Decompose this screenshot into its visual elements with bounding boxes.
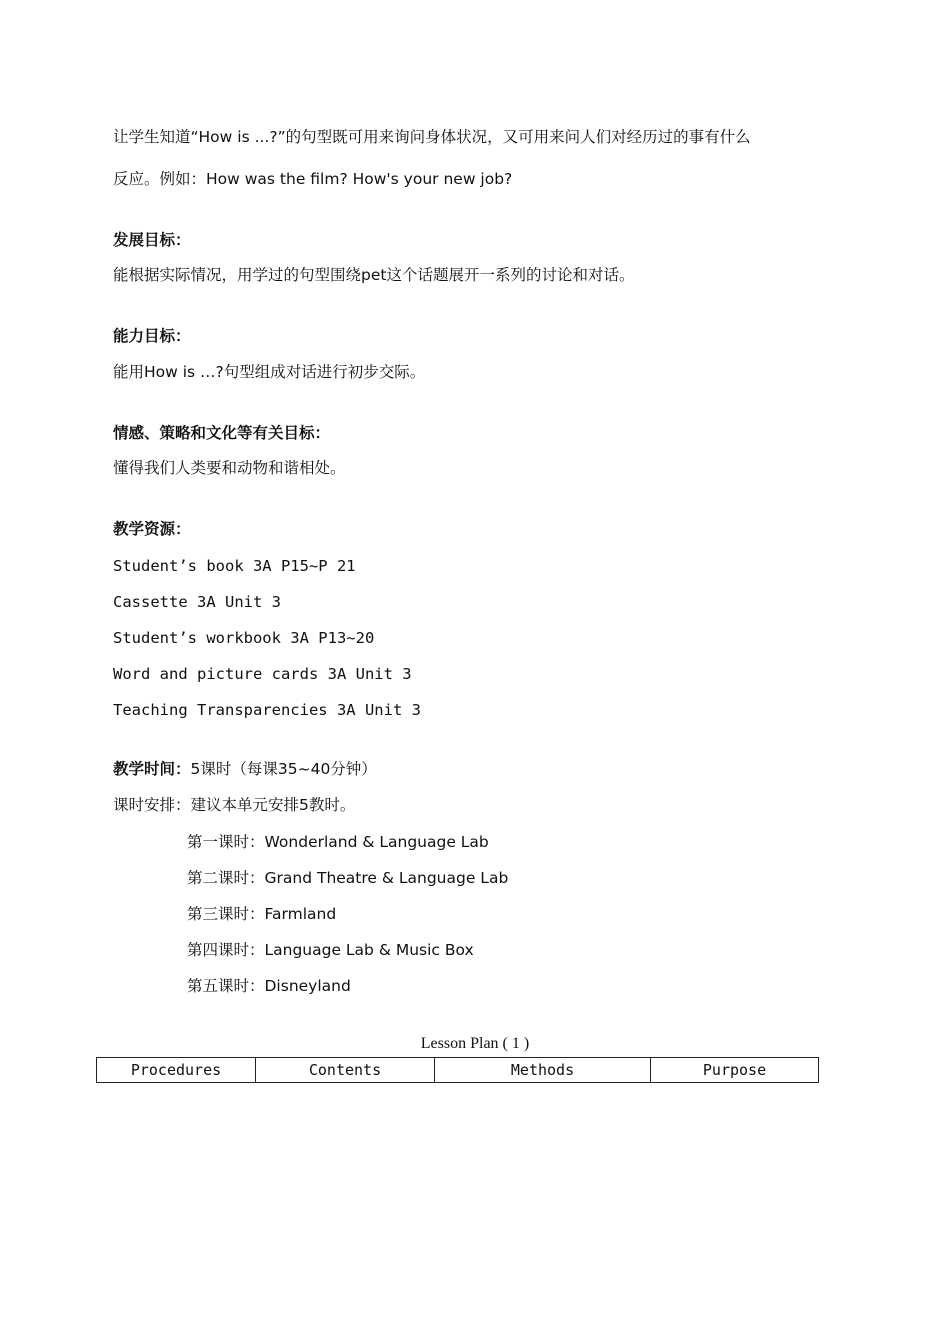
development-goal-heading: 发展目标： [113, 231, 191, 249]
lesson-item: 第三课时：Farmland [187, 905, 337, 923]
emotion-goal-text: 懂得我们人类要和动物和谐相处。 [113, 459, 346, 477]
emotion-goal-heading: 情感、策略和文化等有关目标： [113, 424, 331, 442]
intro-line-2: 反应。例如：How was the film? How's your new job? [113, 170, 513, 188]
ability-goal-heading: 能力目标： [113, 327, 191, 345]
schedule-line [113, 758, 377, 780]
resource-item: Student’s workbook 3A P13~20 [113, 629, 375, 647]
lesson-plan-caption: Lesson Plan ( 1 ) [420, 1035, 530, 1052]
development-goal-text: 能根据实际情况，用学过的句型围绕pet这个话题展开一系列的讨论和对话。 [113, 266, 635, 284]
resource-item: Word and picture cards 3A Unit 3 [113, 665, 412, 683]
lesson-item: 第一课时：Wonderland & Language Lab [187, 833, 489, 851]
lesson-item: 第四课时：Language Lab & Music Box [187, 941, 474, 959]
lesson-item: 第五课时：Disneyland [187, 977, 351, 995]
resource-item: Student’s book 3A P15~P 21 [113, 557, 356, 575]
table-header-row [97, 1058, 819, 1083]
intro-line-1: 让学生知道“How is ...?”的句型既可用来询问身体状况，又可用来问人们对经历过的事有什么 [113, 128, 751, 146]
resources-heading: 教学资源： [113, 520, 191, 538]
column-header-procedures: Procedures [97, 1058, 256, 1083]
column-header-contents: Contents [256, 1058, 435, 1083]
column-header-methods: Methods [435, 1058, 651, 1083]
schedule-time: 5课时（每课35~40分钟） [190, 760, 377, 778]
ability-goal-text: 能用How is …?句型组成对话进行初步交际。 [113, 363, 426, 381]
resource-item: Cassette 3A Unit 3 [113, 593, 281, 611]
column-header-purpose: Purpose [651, 1058, 819, 1083]
resource-item: Teaching Transparencies 3A Unit 3 [113, 701, 421, 719]
schedule-arrangement: 课时安排：建议本单元安排5教时。 [113, 796, 356, 814]
lesson-plan-table [96, 1057, 819, 1083]
lesson-item: 第二课时：Grand Theatre & Language Lab [187, 869, 509, 887]
schedule-heading: 教学时间： [113, 760, 191, 778]
